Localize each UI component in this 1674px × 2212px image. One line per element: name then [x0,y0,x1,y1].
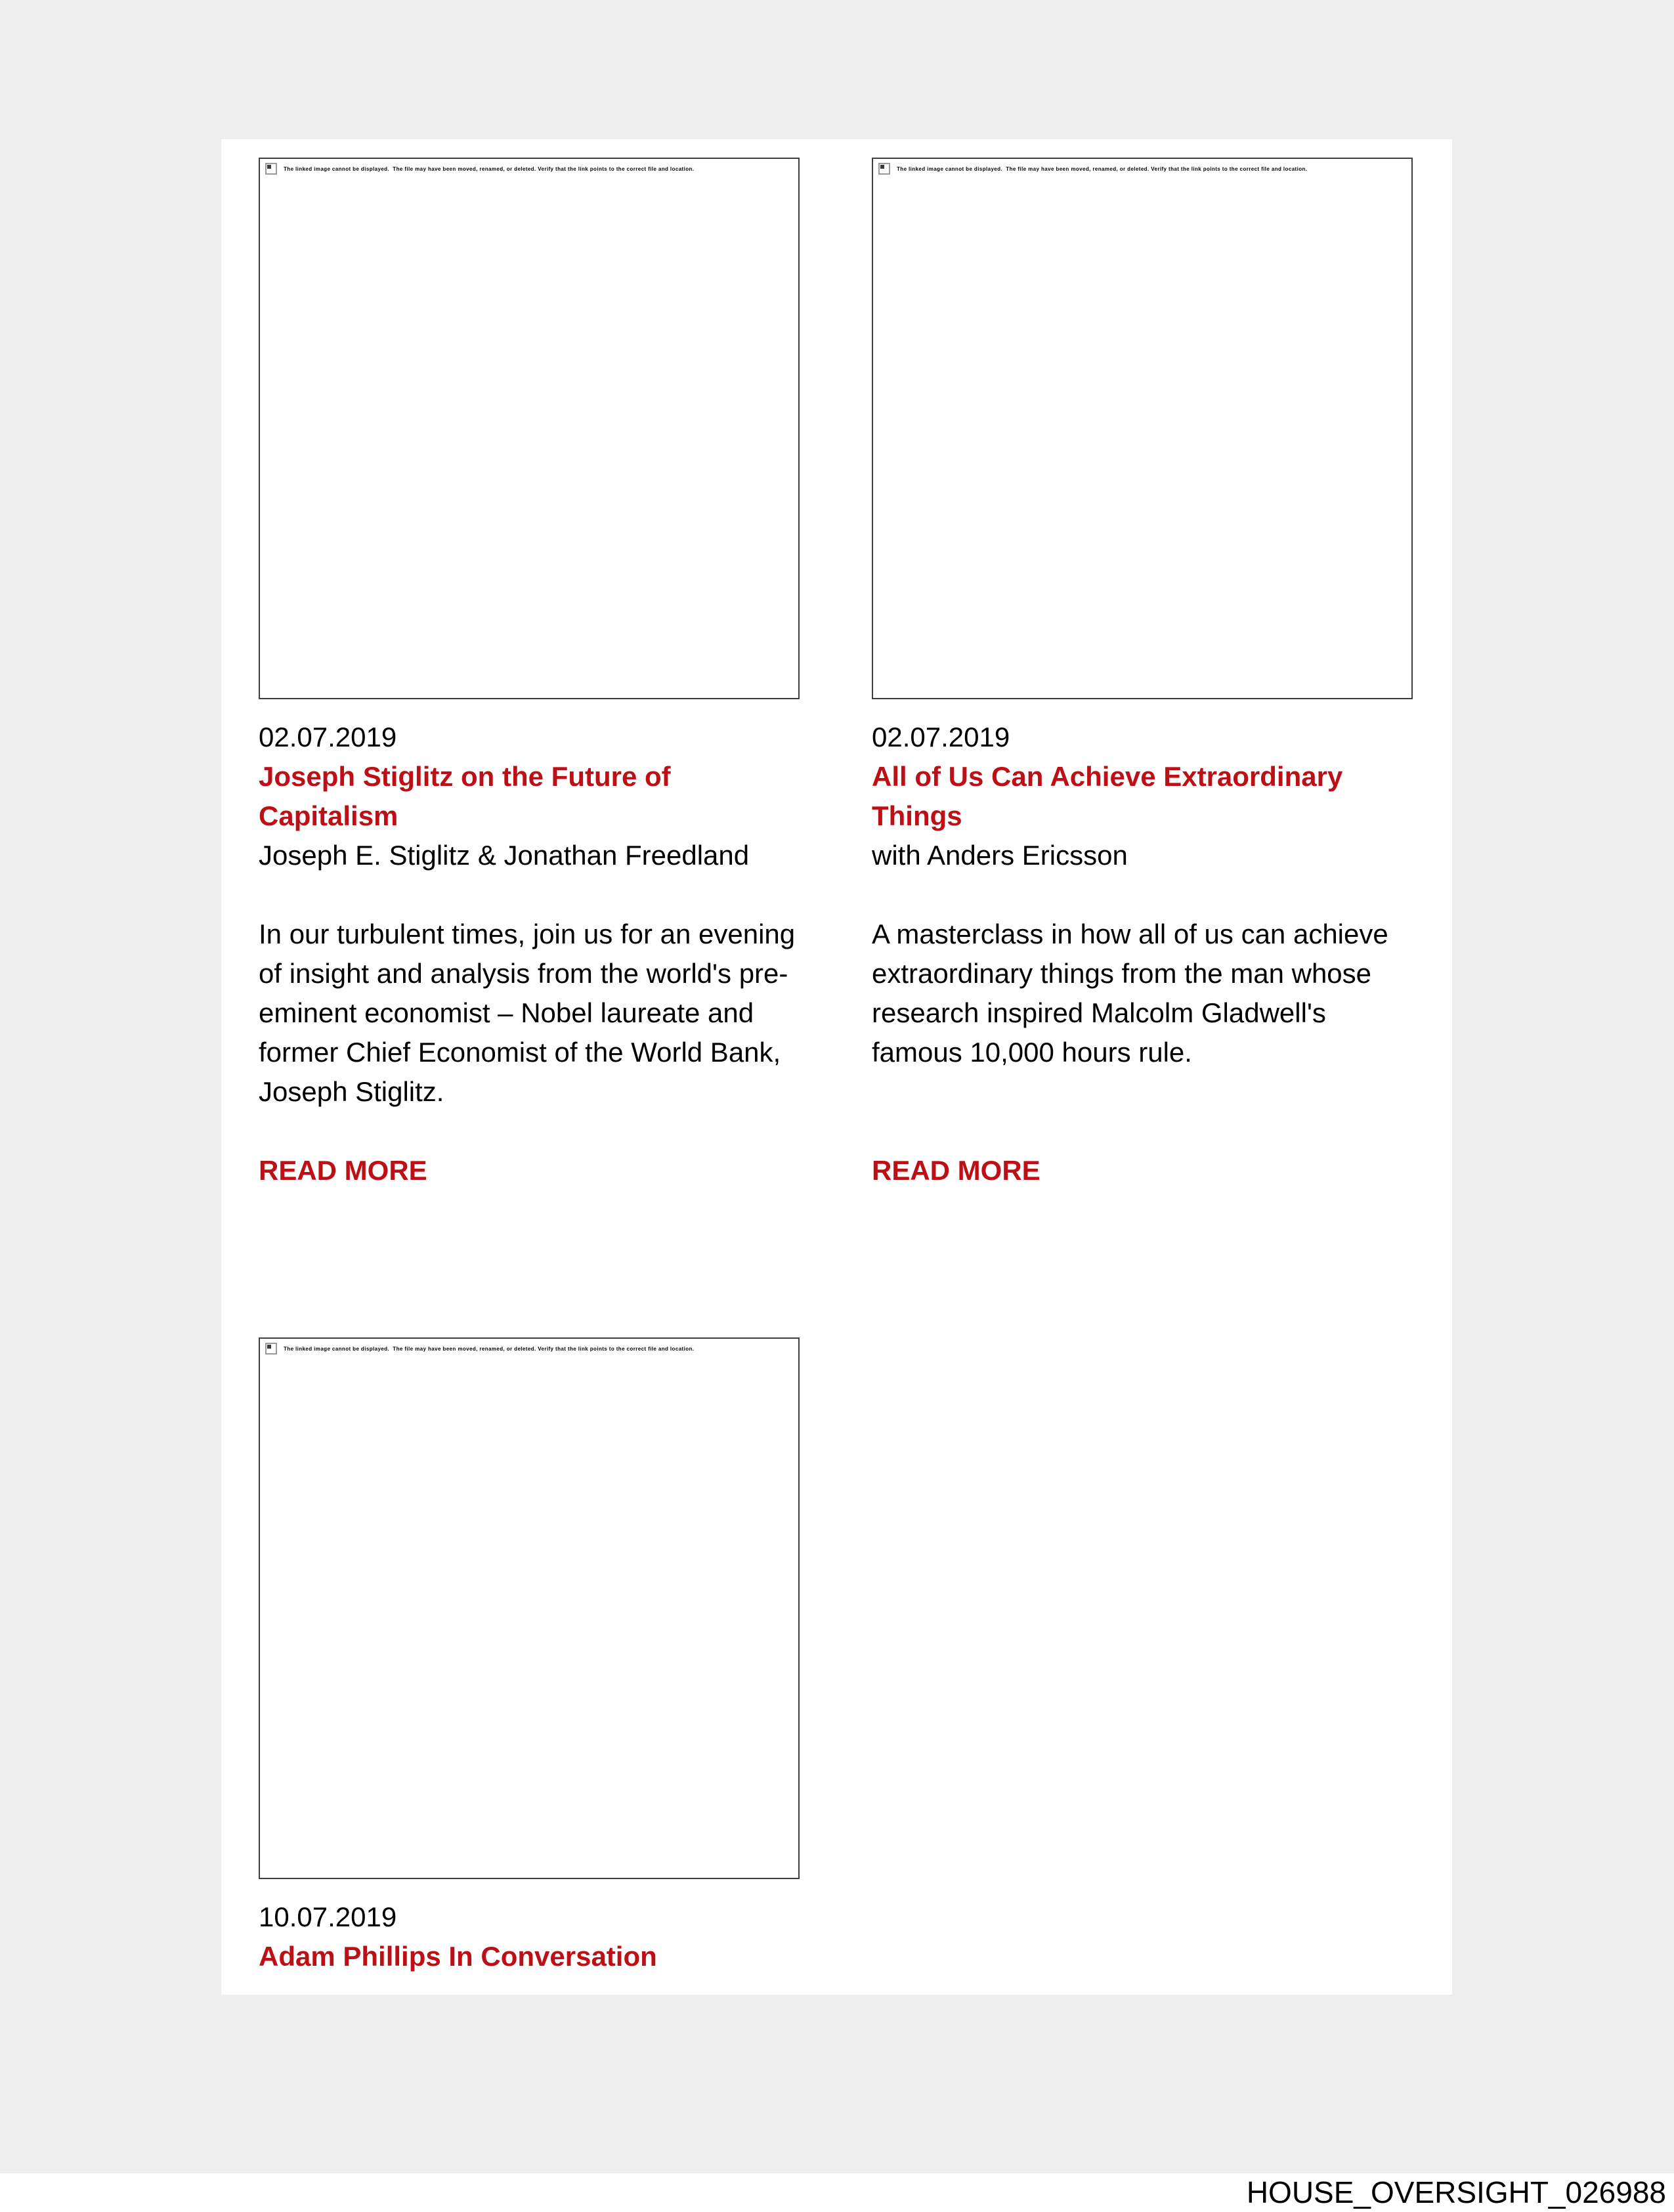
footer-band [0,2173,1674,2212]
event-card [259,1337,800,1976]
event-description: In our turbulent times, join us for an evening of insight and analysis from the world's pre-eminent economist – Nobel laureate and former Chief Economist of the World Bank, Joseph Stiglitz. [259,919,796,1107]
event-speakers: Joseph E. Stiglitz & Jonathan Freedland [259,840,750,871]
read-more-link[interactable]: READ MORE [259,1155,427,1186]
broken-image-icon [878,163,890,175]
broken-image-icon [265,163,277,175]
broken-image-message: The linked image cannot be displayed. The file may have been moved, renamed, or deleted. Verify that the link points to the correct file and location. [284,166,695,172]
broken-image-placeholder[interactable] [259,158,800,699]
events-grid [259,158,1413,1976]
bates-stamp: HOUSE_OVERSIGHT_026988 [1246,2175,1666,2209]
broken-image-placeholder[interactable] [872,158,1413,699]
broken-image-message: The linked image cannot be displayed. The file may have been moved, renamed, or deleted. Verify that the link points to the correct file and location. [897,166,1308,172]
broken-image-icon [265,1343,277,1355]
event-date: 10.07.2019 [259,1901,397,1932]
newsletter-sheet [221,139,1452,1995]
event-description: A masterclass in how all of us can achieve extraordinary things from the man whose research inspired Malcolm Gladwell's famous 10,000 hours rule. [872,919,1388,1068]
broken-image-message: The linked image cannot be displayed. The file may have been moved, renamed, or deleted. Verify that the link points to the correct file and location. [284,1346,695,1352]
event-title-link[interactable]: Joseph Stiglitz on the Future of Capitalism [259,761,671,831]
event-title-link[interactable]: Adam Phillips In Conversation [259,1941,657,1972]
event-title-link[interactable]: All of Us Can Achieve Extraordinary Things [872,761,1343,831]
event-card [259,158,800,1190]
event-date: 02.07.2019 [872,722,1010,752]
read-more-link[interactable]: READ MORE [872,1155,1041,1186]
event-date: 02.07.2019 [259,722,397,752]
event-card [872,158,1413,1190]
event-speakers: with Anders Ericsson [872,840,1128,871]
broken-image-placeholder[interactable] [259,1337,800,1879]
